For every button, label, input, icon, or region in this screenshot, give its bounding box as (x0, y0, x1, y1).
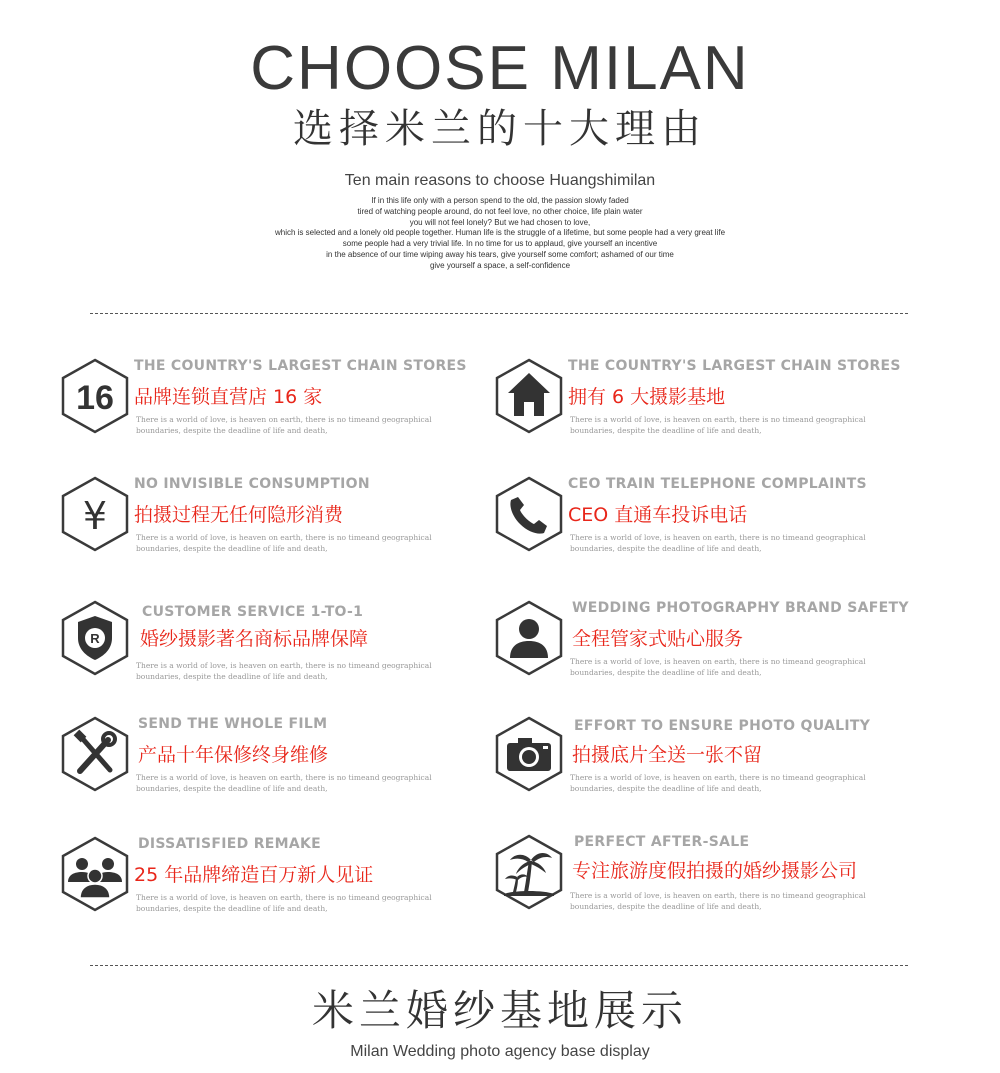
feature-title-en: CUSTOMER SERVICE 1-TO-1 (142, 604, 364, 620)
yen-symbol: ¥ (82, 494, 108, 538)
feature-title-en: NO INVISIBLE CONSUMPTION (134, 476, 370, 492)
feature-title-cn: 25 年品牌缔造百万新人见证 (134, 864, 374, 886)
feature-item (60, 836, 480, 926)
registered-shield-icon (60, 600, 130, 676)
intro-line: tired of watching people around, do not feel love, no other choice, life plain water (357, 206, 643, 216)
feature-title-cn: 全程管家式贴心服务 (572, 628, 744, 650)
divider-bottom (90, 965, 908, 966)
feature-title-cn: CEO 直通车投诉电话 (568, 504, 748, 526)
feature-item (60, 600, 480, 690)
divider-top (90, 313, 908, 314)
camera-icon (494, 716, 564, 792)
section-title-chinese: 米兰婚纱基地展示 (311, 986, 688, 1035)
page-title-chinese: 选择米兰的十大理由 (293, 106, 707, 152)
intro-line: in the absence of our time wiping away his tears, give yourself some comfort; ashamed of our time (326, 249, 674, 259)
feature-item (494, 834, 914, 924)
feature-item (494, 476, 914, 566)
feature-description: There is a world of love, is heaven on earth, there is no timeand geographical boundaries, despite the deadline of life and death, (136, 661, 432, 681)
feature-item (60, 716, 480, 806)
intro-line: you will not feel lonely? But we had chosen to love, (409, 217, 591, 227)
feature-item (60, 476, 480, 566)
feature-title-cn: 婚纱摄影著名商标品牌保障 (140, 628, 369, 650)
section-title-en: Milan Wedding photo agency base display (350, 1043, 650, 1060)
person-icon (494, 600, 564, 676)
feature-description: There is a world of love, is heaven on earth, there is no timeand geographical boundaries, despite the deadline of life and death, (136, 415, 432, 435)
feature-title-cn: 产品十年保修终身维修 (138, 744, 329, 766)
feature-description: There is a world of love, is heaven on earth, there is no timeand geographical boundaries, despite the deadline of life and death, (570, 891, 866, 911)
registered-letter: R (90, 631, 100, 646)
feature-item (494, 716, 914, 806)
house-icon (494, 358, 564, 434)
feature-title-cn: 拥有 6 大摄影基地 (568, 386, 726, 408)
feature-title-en: EFFORT TO ENSURE PHOTO QUALITY (574, 718, 871, 734)
intro-line: which is selected and a lonely old people together. Human life is the struggle of a lifetime, but some people had a very great life (274, 228, 726, 238)
feature-description: There is a world of love, is heaven on earth, there is no timeand geographical boundaries, despite the deadline of life and death, (136, 893, 432, 913)
page-title: CHOOSE MILAN (250, 34, 750, 103)
intro-line: If in this life only with a person spend to the old, the passion slowly faded (371, 196, 629, 205)
feature-title-cn: 拍摄底片全送一张不留 (572, 744, 763, 766)
feature-title-en: THE COUNTRY'S LARGEST CHAIN STORES (134, 358, 467, 374)
icon-number: 16 (76, 379, 114, 417)
tools-icon (60, 716, 130, 792)
feature-description: There is a world of love, is heaven on earth, there is no timeand geographical boundaries, despite the deadline of life and death, (136, 773, 432, 793)
group-icon (60, 836, 130, 912)
phone-icon (494, 476, 564, 552)
intro-line: give yourself a space, a self-confidence (429, 260, 571, 270)
feature-title-cn: 拍摄过程无任何隐形消费 (134, 504, 344, 526)
feature-item (494, 600, 914, 690)
feature-description: There is a world of love, is heaven on earth, there is no timeand geographical boundaries, despite the deadline of life and death, (570, 773, 866, 793)
intro-paragraph (0, 196, 1000, 272)
number-16-icon (60, 358, 130, 434)
intro-line: some people had a very trivial life. In no time for us to applaud, give yourself an incentive (342, 239, 658, 249)
feature-description: There is a world of love, is heaven on earth, there is no timeand geographical boundaries, despite the deadline of life and death, (570, 533, 866, 553)
feature-title-en: PERFECT AFTER-SALE (574, 834, 750, 850)
feature-item (494, 358, 914, 448)
feature-title-cn: 专注旅游度假拍摄的婚纱摄影公司 (572, 860, 858, 882)
palm-tree-icon (494, 834, 564, 910)
feature-title-en: SEND THE WHOLE FILM (138, 716, 328, 732)
feature-title-en: CEO TRAIN TELEPHONE COMPLAINTS (568, 476, 867, 492)
feature-description: There is a world of love, is heaven on earth, there is no timeand geographical boundaries, despite the deadline of life and death, (570, 657, 866, 677)
feature-description: There is a world of love, is heaven on earth, there is no timeand geographical boundaries, despite the deadline of life and death, (136, 533, 432, 553)
page-subtitle: Ten main reasons to choose Huangshimilan (344, 172, 656, 189)
feature-title-en: WEDDING PHOTOGRAPHY BRAND SAFETY (572, 600, 909, 616)
feature-title-en: THE COUNTRY'S LARGEST CHAIN STORES (568, 358, 901, 374)
feature-title-en: DISSATISFIED REMAKE (138, 836, 322, 852)
feature-description: There is a world of love, is heaven on earth, there is no timeand geographical boundaries, despite the deadline of life and death, (570, 415, 866, 435)
feature-item (60, 358, 480, 448)
feature-title-cn: 品牌连锁直营店 16 家 (134, 386, 323, 408)
yen-icon (60, 476, 130, 552)
